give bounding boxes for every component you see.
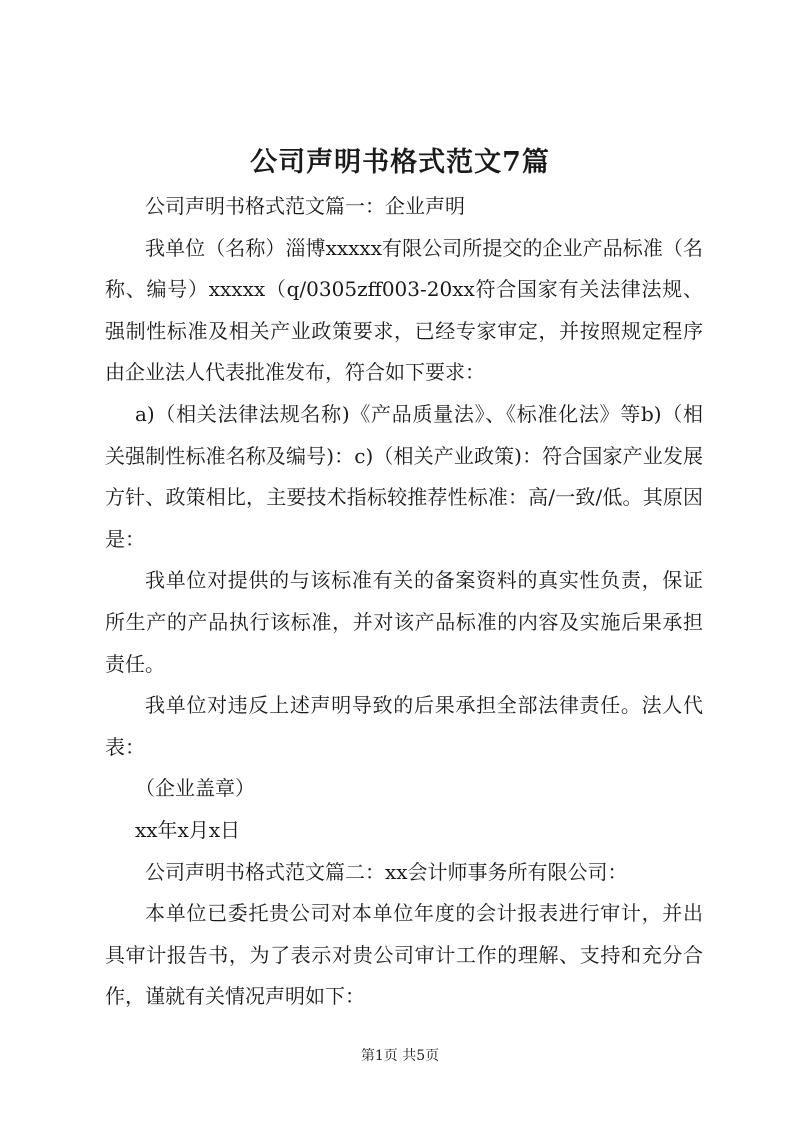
section-heading-1: 公司声明书格式范文篇一：企业声明: [145, 194, 465, 218]
paragraph-declaration: 我单位（名称）淄博xxxxx有限公司所提交的企业产品标准（名称、编号）xxxxx（q/0305zff003-20xx符合国家有关法律法规、强制性标准及相关产业政策要求，已经专家审定，并按照规定程序由企业法人代表批准发布，符合如下要求：: [105, 235, 703, 385]
paragraph-responsibility: 我单位对提供的与该标准有关的备案资料的真实性负责，保证所生产的产品执行该标准，并对该产品标准的内容及实施后果承担责任。: [105, 568, 703, 676]
date-line: xx年x月x日: [135, 817, 241, 842]
page-number: 第1页 共5页: [360, 1048, 440, 1064]
paragraph-liability: 我单位对违反上述声明导致的后果承担全部法律责任。法人代表：: [105, 693, 703, 759]
paragraph-audit: 本单位已委托贵公司对本单位年度的会计报表进行审计，并出具审计报告书，为了表示对贵公司审计工作的理解、支持和充分合作，谨就有关情况声明如下：: [105, 901, 703, 1009]
section-heading-2: 公司声明书格式范文篇二：xx会计师事务所有限公司：: [145, 859, 628, 884]
document-body: [105, 186, 703, 1018]
page-title: 公司声明书格式范文7篇: [250, 147, 550, 178]
company-seal-note: （企业盖章）: [135, 776, 255, 801]
paragraph-requirements: a)（相关法律法规名称)《产品质量法》、《标准化法》等b)（相关强制性标准名称及编号)：c)（相关产业政策)：符合国家产业发展方针、政策相比，主要技术指标较推荐性标准：高/一致/低。其原因是：: [105, 401, 703, 551]
